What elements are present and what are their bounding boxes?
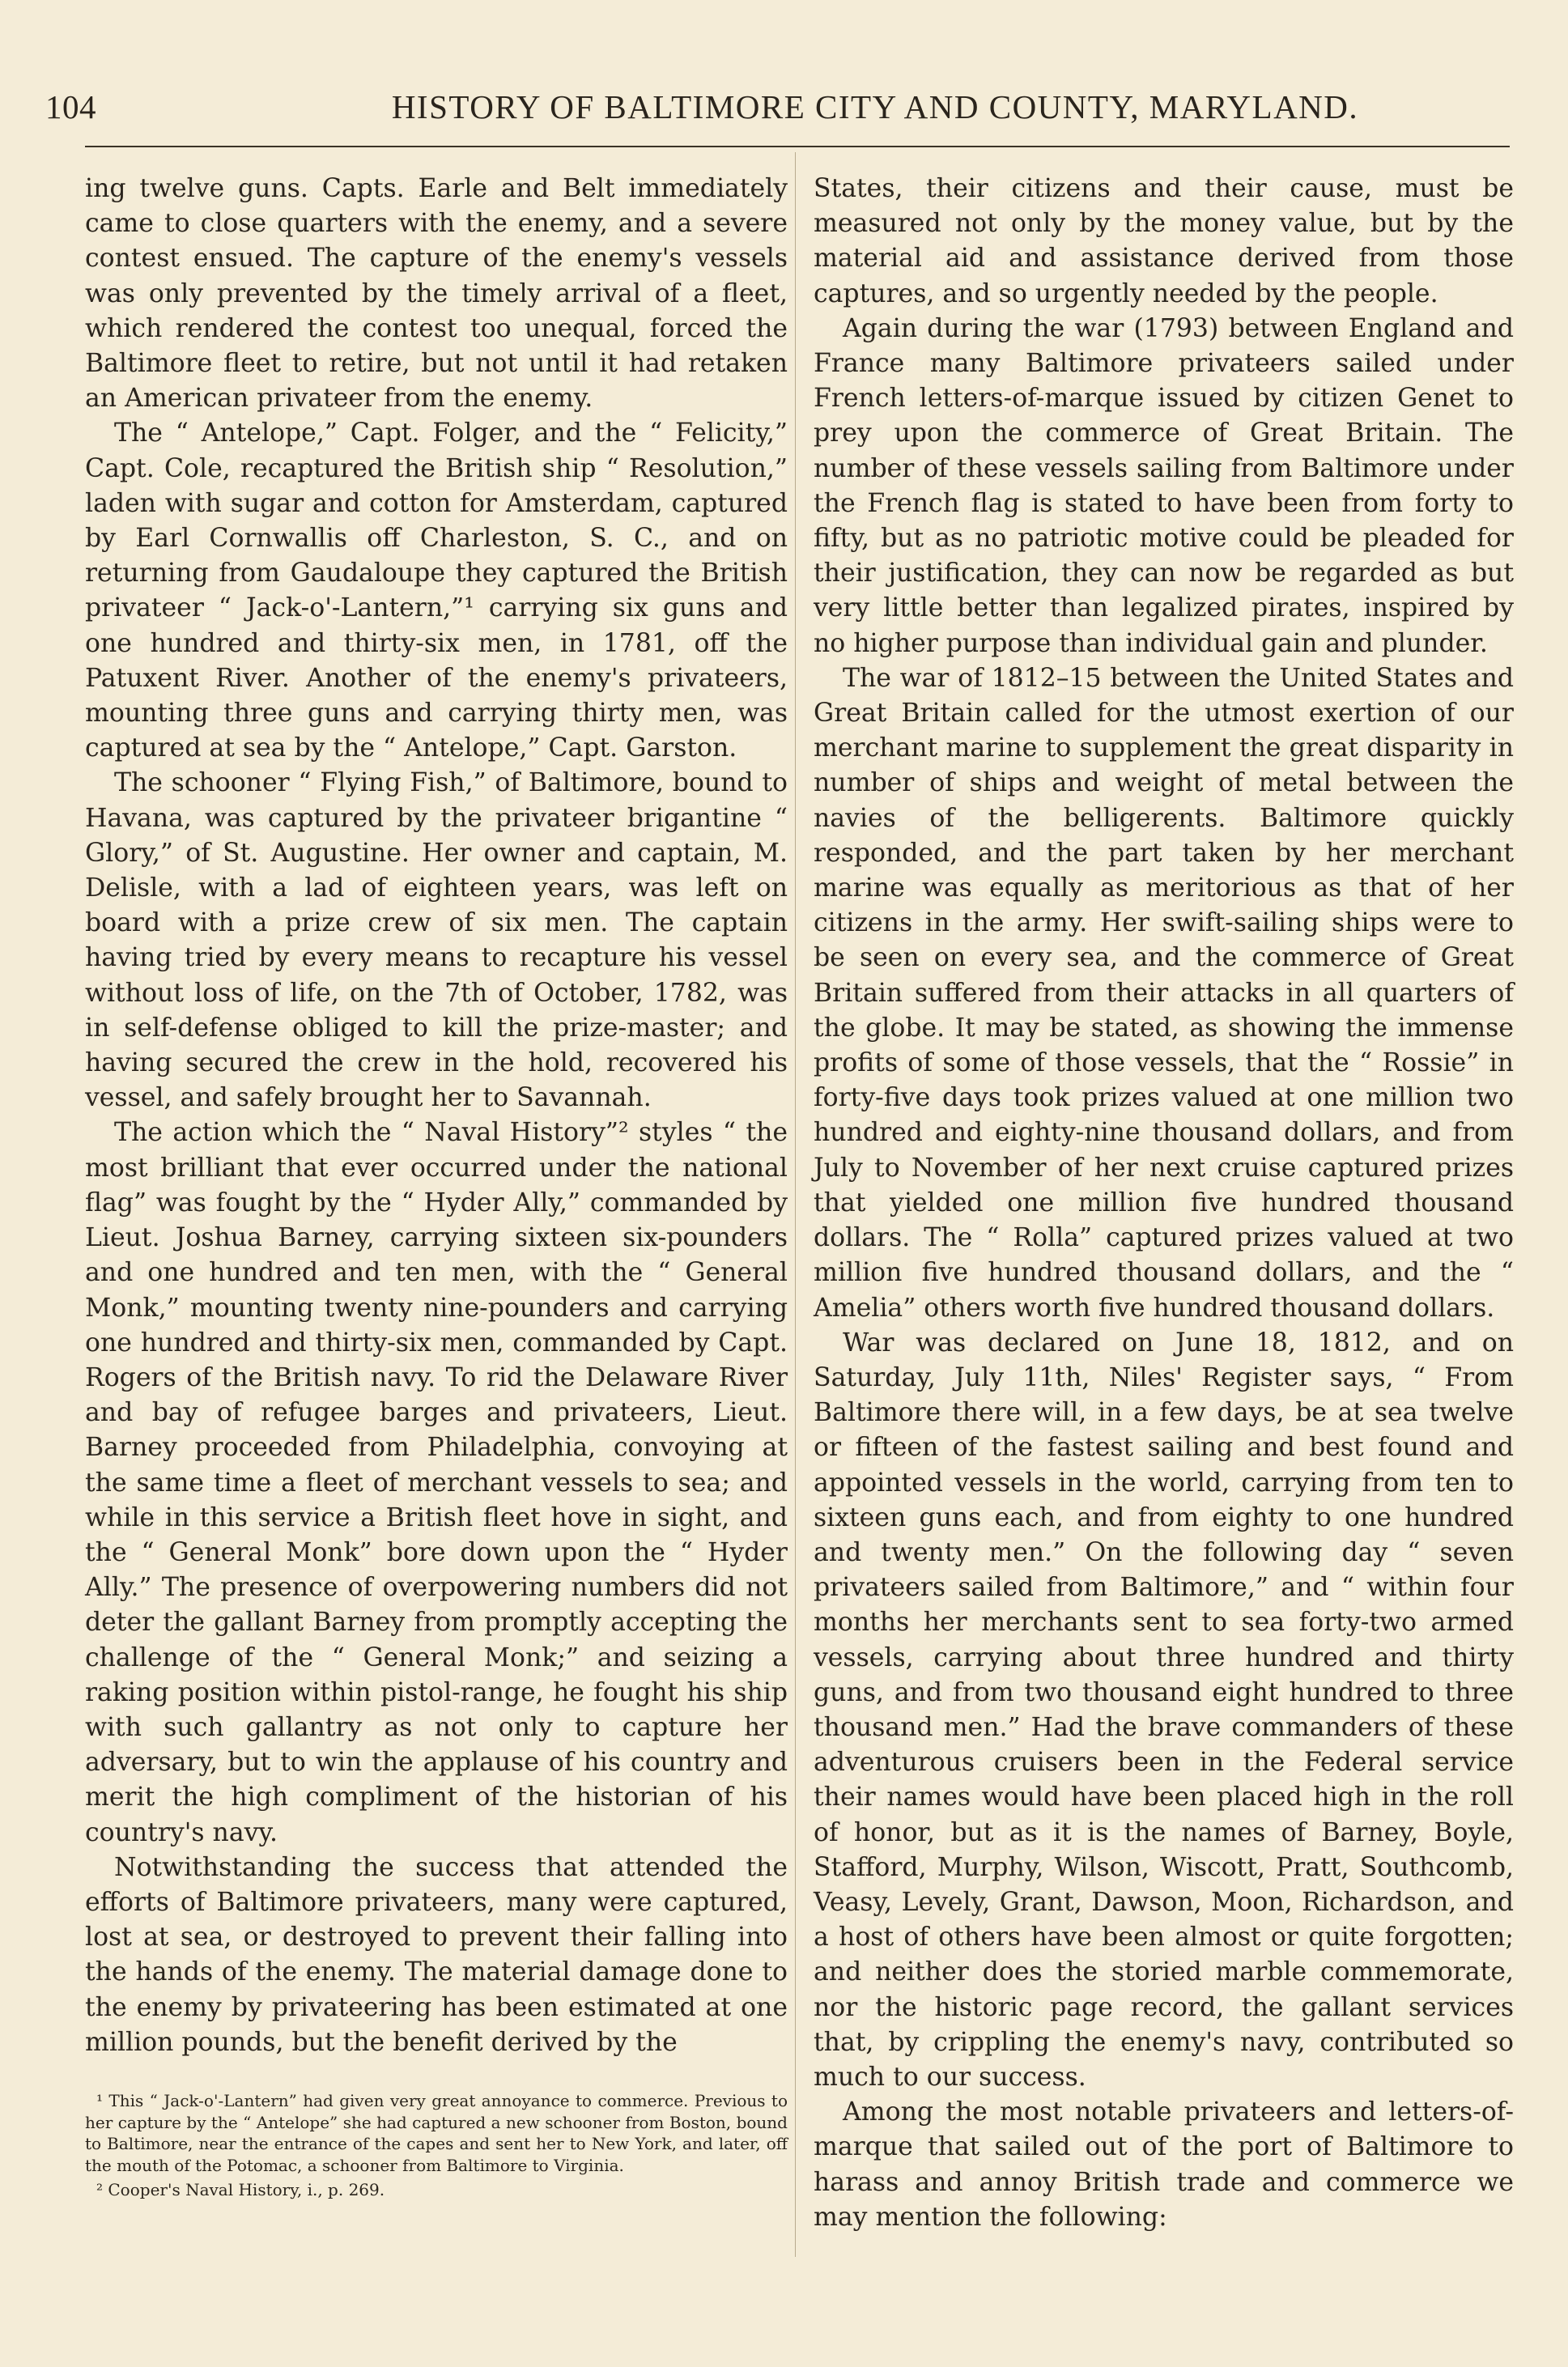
paragraph: ing twelve guns. Capts. Earle and Belt immediately came to close quarters with the enemy, and a severe contest ensued. The capture of the enemy's vessels was only prevented by the timely arrival of a fleet, which rendered the contest too unequal, forced the Baltimore fleet to retire, but not until it had retaken an American privateer from the enemy. (85, 174, 788, 414)
page-number: 104 (45, 88, 96, 125)
page-header (45, 87, 1511, 126)
footnote: ² Cooper's Naval History, i., p. 269. (96, 2180, 385, 2199)
column-divider (795, 152, 796, 2257)
paragraph: Notwithstanding the success that attended the efforts of Baltimore privateers, many were captured, lost at sea, or destroyed to prevent their falling into the hands of the enemy. The material damage done to the enemy by privateering has been estimated at one million pounds, but the benefit derived by the (85, 1852, 788, 2057)
paragraph: The schooner “ Flying Fish,” of Baltimore, bound to Havana, was captured by the privateer brigantine “ Glory,” of St. Augustine. Her owner and captain, M. Delisle, with a lad of eighteen years, was left on board with a prize crew of six men. The captain having tried by every means to recapture his vessel without loss of life, on the 7th of October, 1782, was in self-defense obliged to kill the prize-master; and having secured the crew in the hold, recovered his vessel, and safely brought her to Savannah. (85, 768, 788, 1113)
running-title: HISTORY OF BALTIMORE CITY AND COUNTY, MARYLAND. (391, 88, 1359, 125)
footnote: ¹ This “ Jack-o'-Lantern” had given very great annoyance to commerce. Previous to her capture by the “ Antelope” she had captured a new schooner from Boston, bound to Baltimore, near the entrance of the capes and sent her to New York, and later, off the mouth of the Potomac, a schooner from Baltimore to Virginia. (85, 2091, 788, 2175)
right-column (814, 172, 1514, 2235)
header-rule (85, 146, 1510, 147)
paragraph: Again during the war (1793) between England and France many Baltimore privateers sailed under French letters-of-marque issued by citizen Genet to prey upon the commerce of Great Britain. The number of these vessels sailing from Baltimore under the French flag is stated to have been from forty to fifty, but as no patriotic motive could be pleaded for their justification, they can now be regarded as but very little better than legalized pirates, inspired by no higher purpose than individual gain and plunder. (814, 313, 1514, 658)
paragraph: The “ Antelope,” Capt. Folger, and the “ Felicity,” Capt. Cole, recaptured the British ship “ Resolution,” laden with sugar and cotton for Amsterdam, captured by Earl Cornwallis off Charleston, S. C., and on returning from Gaudaloupe they captured the British privateer “ Jack-o'-Lantern,”¹ carrying six guns and one hundred and thirty-six men, in 1781, off the Patuxent River. Another of the enemy's privateers, mounting three guns and carrying thirty men, was captured at sea by the “ Antelope,” Capt. Garston. (85, 419, 788, 763)
paragraph: States, their citizens and their cause, must be measured not only by the money value, but by the material aid and assistance derived from those captures, and so urgently needed by the people. (814, 174, 1514, 308)
left-column (85, 172, 788, 2060)
footnotes (85, 2090, 788, 2201)
paragraph: The war of 1812–15 between the United States and Great Britain called for the utmost exertion of our merchant marine to supplement the great disparity in number of ships and weight of metal between the navies of the belligerents. Baltimore quickly responded, and the part taken by her merchant marine was equally as meritorious as that of her citizens in the army. Her swift-sailing ships were to be seen on every sea, and the commerce of Great Britain suffered from their attacks in all quarters of the globe. It may be stated, as showing the immense profits of some of those vessels, that the “ Rossie” in forty-five days took prizes valued at one million two hundred and eighty-nine thousand dollars, and from July to November of her next cruise captured prizes that yielded one million five hundred thousand dollars. The “ Rolla” captured prizes valued at two million five hundred thousand dollars, and the “ Amelia” others worth five hundred thousand dollars. (814, 663, 1514, 1323)
paragraph: The action which the “ Naval History”² styles “ the most brilliant that ever occurred under the national flag” was fought by the “ Hyder Ally,” commanded by Lieut. Joshua Barney, carrying sixteen six-pounders and one hundred and ten men, with the “ General Monk,” mounting twenty nine-pounders and carrying one hundred and thirty-six men, commanded by Capt. Rogers of the British navy. To rid the Delaware River and bay of refugee barges and privateers, Lieut. Barney proceeded from Philadelphia, convoying at the same time a fleet of merchant vessels to sea; and while in this service a British fleet hove in sight, and the “ General Monk” bore down upon the “ Hyder Ally.” The presence of overpowering numbers did not deter the gallant Barney from promptly accepting the challenge of the “ General Monk;” and seizing a raking position within pistol-range, he fought his ship with such gallantry as not only to capture her adversary, but to win the applause of his country and merit the high compliment of the historian of his country's navy. (85, 1118, 788, 1847)
paragraph: War was declared on June 18, 1812, and on Saturday, July 11th, Niles' Register says, “ From Baltimore there will, in a few days, be at sea twelve or fifteen of the fastest sailing and best found and appointed vessels in the world, carrying from ten to sixteen guns each, and from eighty to one hundred and twenty men.” On the following day “ seven privateers sailed from Baltimore,” and “ within four months her merchants sent to sea forty-two armed vessels, carrying about three hundred and thirty guns, and from two thousand eight hundred to three thousand men.” Had the brave commanders of these adventurous cruisers been in the Federal service their names would have been placed high in the roll of honor, but as it is the names of Barney, Boyle, Stafford, Murphy, Wilson, Wiscott, Pratt, Southcomb, Veasy, Levely, Grant, Dawson, Moon, Richardson, and a host of others have been almost or quite forgotten; and neither does the storied marble commemorate, nor the historic page record, the gallant services that, by crippling the enemy's navy, contributed so much to our success. (814, 1328, 1514, 2092)
paragraph: Among the most notable privateers and letters-of-marque that sailed out of the port of Baltimore to harass and annoy British trade and commerce we may mention the following: (814, 2097, 1514, 2232)
